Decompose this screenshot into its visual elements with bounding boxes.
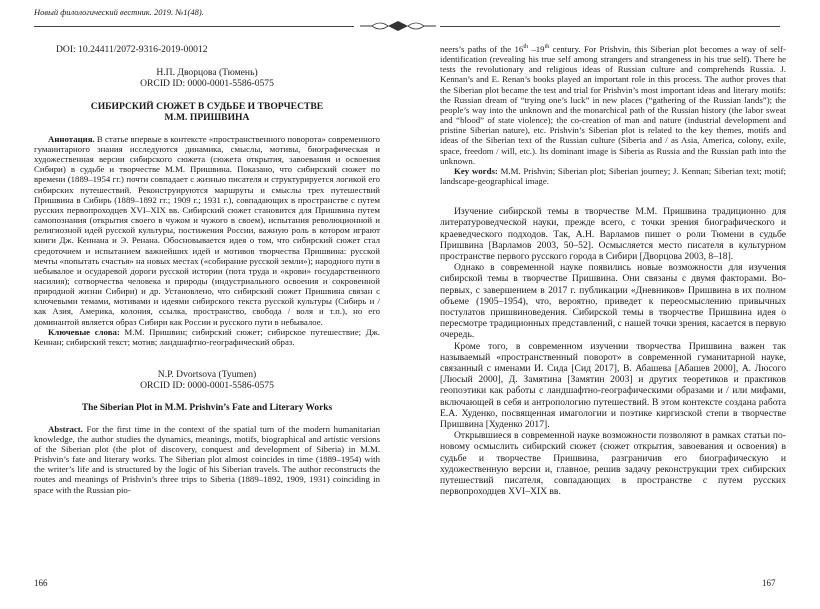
abstract-en-label: Abstract. xyxy=(48,423,83,434)
body-paragraph-4: Открывшиеся в современной науке возможности позволяют в рамках статьи по-новому осмыслить сибирский сюжет (сюжет открытия, завоевания и освоения) в судьбе и творчестве Пришвина, разграничив его биографическую и художественную версии и, главное, решив задачу реконструкции трех сибирских путешествий писателя, совпадающих в пространстве с путем русских первопроходцев XVI–XIX вв. xyxy=(440,430,786,498)
left-page xyxy=(34,44,380,495)
orcid-ru: ORCID ID: 0000-0001-5586-0575 xyxy=(140,78,274,90)
abstract-en-text: For the first time in the context of the spatial turn of the modern humanitarian knowledge, the author studies the dynamics, meanings, motifs, biographical and artistic versions of the Siberian plot (the plot of discovery, conquest and development of Siberia) in M.M. Prishvin’s fate and literary works. The Siberian plot almost coincides in time (1889–1954) with the writer’s life and is structured by the logic of his Siberian travels. The author reconstructs the routes and meanings of Prishvin’s three trips to Siberia (1889–1892, 1909, 1931) coinciding in space with the Russian pio- xyxy=(34,423,380,495)
abstract-en-cont-c: century. For Prishvin, this Siberian plot becomes a way of self-identification (revealing his true self among strangers and strangeness in his true self). There he tests the revolutionary and religious ideas of Russian culture and comprehends Russia. J. Kennan’s and E. Renan’s books played an important role in this process. The author proves that the Siberian plot became the test and trial for Prishvin’s most important ideas and literary motifs: the Russian dream of “trying one’s luck” in new places (“gathering of the Russian lands”); the people’s way into the unknown and the monarchical path of the Russian history (the labor sweat and “blood” of state violence); the co-creation of man and nature (industrial development and pristine Siberian nature), etc. Prishvin’s Siberian plot is related to the key themes, motifs and ideas of the Siberian text of the Russian culture (Siberia and / as Asia, America, colony, exile, space, freedom / will, etc.). Its dominant image is Siberia as Russia and the Russian path into the unknown. xyxy=(440,44,786,166)
abstract-ru-text: В статье впервые в контексте «пространственного поворота» современного гуманитарного знания исследуются динамика, смыслы, мотивы, биографическая и художественная версии сибирского сюжета (сюжета открытия, завоевания и освоения Сибири) в судьбе и творчестве М.М. Пришвина. Показано, что сибирский сюжет по времени (1889–1954 гг.) почти совпадает с жизнью писателя и структурируется логикой его сибирских путешествий. Реконструируются маршруты и смыслы трех путешествий Пришвина в Сибирь (1889–1892 гг.; 1909 г.; 1931 г.), совпадающих в пространстве с путем русских первопроходцев XVI–XIX вв. Сибирский сюжет становится для Пришвина путем самопознания (открытия своего в чужом и чужого в своем), испытания революционной и религиозной идей русской культуры, постижения России, важную роль в котором играют книги Дж. Кеннана и Э. Ренана. Обосновывается идея о том, что сибирский сюжет стал средоточием и испытанием важнейших идей и мотивов творчества Пришвина: русской мечты «попытать счастья» на новых местах («собирание русской земли»); народного пути в небывалое и осударевой дороги русской истории (пота труда и «крови» государственного насилия); сотворчества человека и природы (индустриального освоения и сокровенной природной жизни Сибири) и др. Установлено, что сибирский сюжет Пришвина связан с ключевыми темами, мотивами и идеями сибирского текста русской культуры (Сибирь и / как Азия, Америка, колония, ссылка, пространство, свобода / воля и т.п.), но его доминантой является образ Сибири как России и русского пути в небывалое. xyxy=(34,133,380,327)
abstract-en-cont-b: –19 xyxy=(528,44,545,54)
right-page xyxy=(440,44,786,497)
keywords-ru-text: М.М. Пришвин; сибирский сюжет; сибирское путешествие; Дж. Кеннан; сибирский текст; мотив; ландшафтно-географический образ. xyxy=(34,326,380,347)
page-number-right: 167 xyxy=(762,578,776,588)
title-en: The Siberian Plot in M.M. Prishvin’s Fate and Literary Works xyxy=(81,403,333,414)
title-ru-line2: М.М. ПРИШВИНА xyxy=(164,112,250,124)
abstract-ru-label: Аннотация. xyxy=(48,133,95,144)
abstract-en xyxy=(34,424,380,495)
journal-header: Новый филологический вестник. 2019. №1(48). xyxy=(34,7,204,17)
ordinal-sup-2: th xyxy=(544,44,550,51)
keywords-ru-label: Ключевые слова: xyxy=(48,326,120,337)
keywords-ru xyxy=(34,327,380,347)
ordinal-sup-1: th xyxy=(523,44,528,51)
body-paragraph-1: Изучение сибирской темы в творчестве М.М. Пришвина традиционно для литературоведческой науки, прежде всего, с точки зрения биографического и краеведческого подходов. Так, А.Н. Варламов пишет о роли Тюмени в судьбе Пришвина [Варламов 2003, 50–52]. Осмысляется место писателя в культурном пространстве первого русского города в Сибири [Дворцова 2003, 8–18]. xyxy=(440,206,786,262)
title-ru-line1: СИБИРСКИЙ СЮЖЕТ В СУДЬБЕ И ТВОРЧЕСТВЕ xyxy=(90,100,324,112)
ornament-icon xyxy=(358,20,438,32)
author-ru: Н.П. Дворцова (Тюмень) xyxy=(156,67,258,79)
abstract-en-continued xyxy=(440,44,786,166)
header-rule-left-b xyxy=(440,26,780,27)
body-paragraph-3: Кроме того, в современном изучении творчества Пришвина важен так называемый «пространственный поворот» в современной гуманитарной науке, связанный с именами И. Сида [Сид 2017], В. Абашева [Абашев 2000], А. Люсого [Люсый 2000], Д. Замятина [Замятин 2003] и других теоретиков и практиков геопоэтики как работы с ландшафтно-географическими образами и / или мифами, включающей в себя и антропологию путешествий. В этом контексте создана работа Е.А. Худенко, посвященная имагологии и поэтике киргизской степи в творчестве Пришвина [Худенко 2017]. xyxy=(440,340,786,431)
author-en: N.P. Dvortsova (Tyumen) xyxy=(157,369,257,381)
keywords-en-text: M.M. Prishvin; Siberian plot; Siberian journey; J. Kennan; Siberian text; motif; landscape-geographical image. xyxy=(440,165,786,187)
page-number-left: 166 xyxy=(34,578,48,588)
body-paragraph-2: Однако в современной науке появились новые возможности для изучения сибирской темы в творчестве Пришвина. Они связаны с двумя факторами. Во-первых, с завершением в 2017 г. публикации «Дневников» Пришвина в их полном объеме (1905–1954), что, вероятно, приведет к переосмыслению привычных постулатов пришвиноведения. Сибирской темы в творчестве Пришвина идея о пересмотре традиционных представлений, с нашей точки зрения, касается в первую очередь. xyxy=(440,262,786,341)
abstract-ru xyxy=(34,134,380,327)
orcid-en: ORCID ID: 0000-0001-5586-0575 xyxy=(140,380,274,392)
keywords-en-label: Key words: xyxy=(454,165,498,176)
abstract-en-cont-a: neers’s paths of the 16 xyxy=(440,44,524,54)
keywords-en xyxy=(440,166,786,186)
header-rule-left-a xyxy=(34,26,354,27)
doi: DOI: 10.24411/2072-9316-2019-00012 xyxy=(56,44,208,55)
